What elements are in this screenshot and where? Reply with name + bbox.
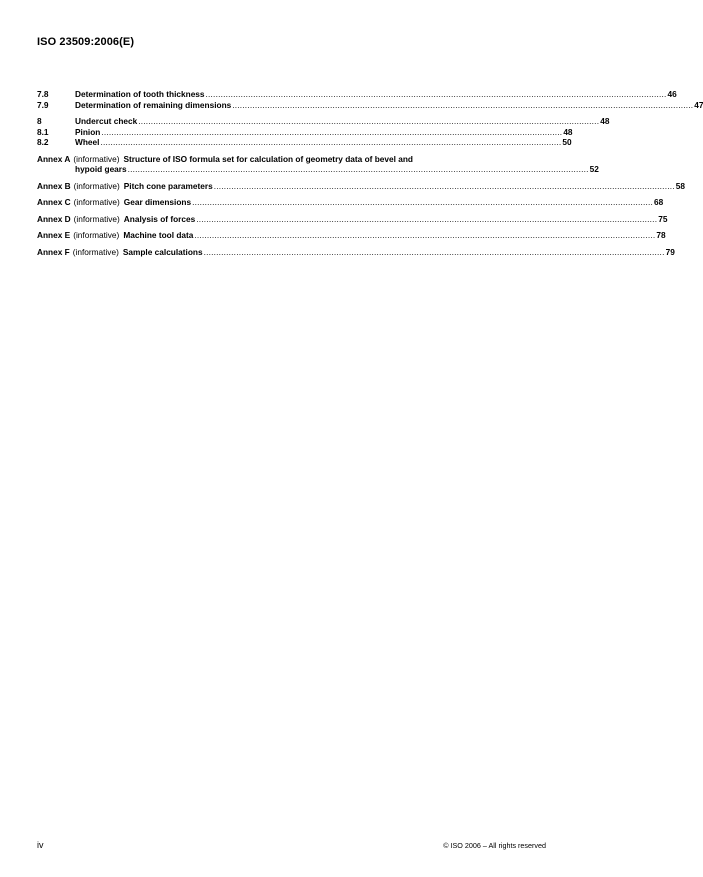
dot-leader: ........................................................................................................................................................................................ [213,180,675,191]
toc-entry-number: 7.9 [37,99,49,110]
toc-entry-title: Gear dimensions [123,197,192,207]
toc-entry-title: Analysis of forces [123,213,196,224]
toc-entry-page: 47 [694,99,703,110]
dot-leader: ........................................................................................................................................................................................ [138,116,600,126]
toc-entry-title: Pinion [75,126,101,137]
toc-entry-title: Structure of ISO formula set for calculation of geometry data of bevel and [123,153,413,164]
annex-type: (informative) [72,246,119,257]
annex-label: Annex F [37,246,70,257]
toc-entry-page: 58 [675,180,685,191]
dot-leader: ........................................................................................................................................................................................ [101,126,563,137]
toc-entry-page: 48 [600,116,610,126]
toc-entry-annex-b [37,180,685,192]
annex-type: (informative) [73,180,120,191]
toc-entry-page: 68 [654,197,664,207]
table-of-contents [37,89,703,257]
toc-entry-page: 75 [658,213,668,224]
toc-entry-number: 8.1 [37,126,49,137]
annex-label: Annex E [37,230,71,240]
annex-type: (informative) [73,230,120,240]
dot-leader: ........................................................................................................................................................................................ [196,213,658,224]
toc-entry-title: Wheel [75,137,100,147]
dot-leader: ........................................................................................................................................................................................ [232,99,694,110]
toc-entry-page: 46 [667,89,677,99]
dot-leader: ........................................................................................................................................................................................ [192,197,654,207]
toc-entry-page: 79 [665,246,675,257]
toc-entry-title: Determination of remaining dimensions [75,99,232,110]
toc-entry-page: 52 [589,164,599,174]
document-header: ISO 23509:2006(E) [37,36,135,48]
annex-label: Annex B [37,180,71,191]
annex-label: Annex A [37,153,71,164]
toc-entry-annex-e [37,230,666,241]
toc-entry-page: 78 [656,230,666,240]
toc-entry-title: Determination of tooth thickness [75,89,205,99]
toc-entry-title-continued: hypoid gears [75,164,127,174]
toc-entry-annex-f [37,246,675,258]
toc-entry-7-9 [37,99,703,111]
annex-type: (informative) [73,197,120,207]
toc-entry-annex-d [37,213,668,225]
toc-entry-7-8 [37,89,677,100]
dot-leader: ........................................................................................................................................................................................ [205,89,667,99]
toc-entry-annex-c [37,197,664,208]
annex-type: (informative) [73,153,120,164]
footer-page-number: iv [37,840,44,850]
annex-label: Annex C [37,197,71,207]
toc-entry-number: 7.8 [37,89,49,99]
dot-leader: ........................................................................................................................................................................................ [100,137,562,147]
toc-entry-8-1 [37,126,573,138]
toc-entry-number: 8.2 [37,137,49,147]
toc-entry-annex-a [37,153,599,175]
toc-entry-page: 50 [562,137,572,147]
toc-entry-title: Pitch cone parameters [123,180,213,191]
annex-type: (informative) [73,213,120,224]
toc-entry-number: 8 [37,116,42,126]
dot-leader: ........................................................................................................................................................................................ [127,164,589,174]
toc-entry-title: Sample calculations [122,246,203,257]
dot-leader: ........................................................................................................................................................................................ [194,230,656,240]
toc-entry-page: 48 [563,126,573,137]
toc-entry-title: Machine tool data [123,230,194,240]
toc-entry-title: Undercut check [75,116,138,126]
toc-entry-8 [37,116,610,127]
footer-copyright: © ISO 2006 – All rights reserved [443,841,546,850]
toc-entry-8-2 [37,137,572,148]
annex-label: Annex D [37,213,71,224]
dot-leader: ........................................................................................................................................................................................ [203,246,665,257]
